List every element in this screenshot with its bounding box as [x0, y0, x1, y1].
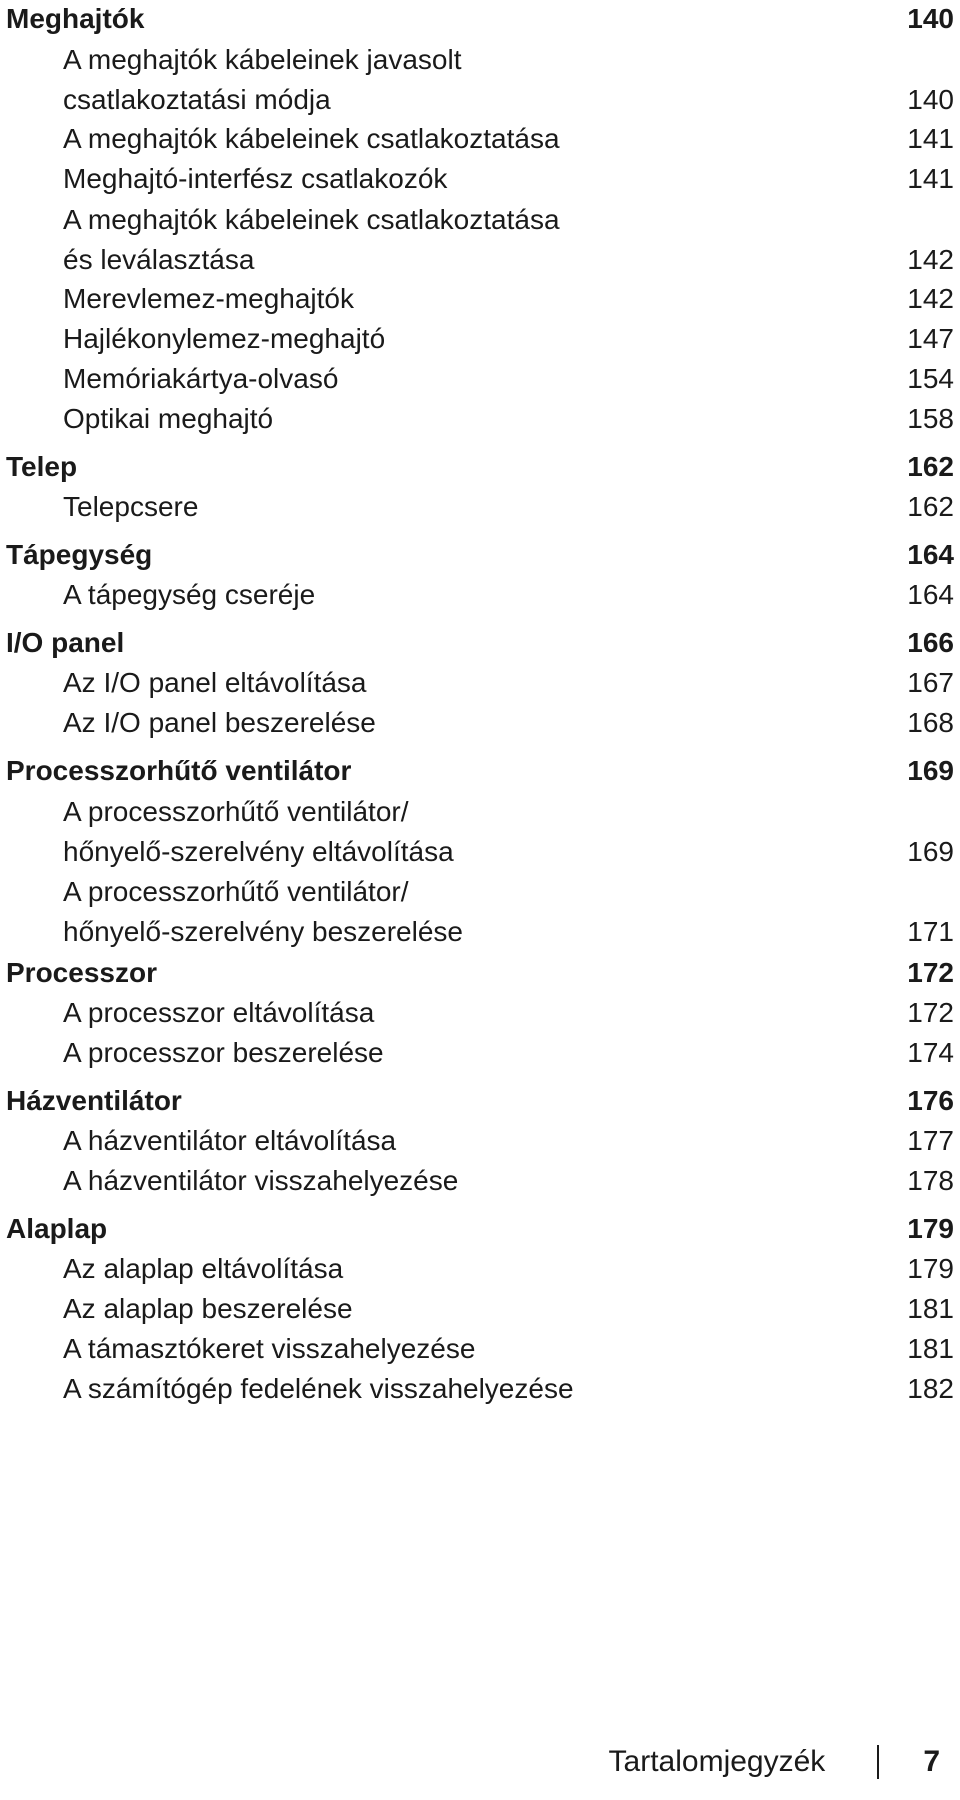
toc-page-number: 167 [907, 667, 954, 698]
dot-leader [463, 940, 884, 941]
toc-entry-title: A házventilátor eltávolítása [63, 1125, 397, 1156]
toc-entry-title-line: A meghajtók kábeleinek csatlakoztatása [63, 204, 560, 235]
dot-leader [157, 981, 884, 982]
toc-page-number: 179 [907, 1213, 954, 1244]
toc-section-entry[interactable] [0, 1290, 960, 1328]
toc-entry-title: Meghajtó-interfész csatlakozók [63, 163, 448, 194]
dot-leader [338, 387, 884, 388]
toc-entry-title: A támasztókeret visszahelyezése [63, 1333, 476, 1364]
dot-leader [315, 603, 884, 604]
toc-page-number: 164 [907, 539, 954, 570]
toc-page-number: 141 [907, 163, 954, 194]
toc-page-number: 142 [907, 283, 954, 314]
toc-entry-title: Alaplap [6, 1213, 108, 1244]
dot-leader [331, 108, 884, 109]
toc-section-entry[interactable] [0, 872, 960, 952]
toc-section-entry[interactable] [0, 1122, 960, 1160]
toc-page-number: 177 [907, 1125, 954, 1156]
toc-entry-title: A processzor beszerelése [63, 1037, 384, 1068]
dot-leader [124, 651, 884, 652]
dot-leader [107, 1237, 884, 1238]
toc-page-number: 168 [907, 707, 954, 738]
toc-entry-title: Merevlemez-meghajtók [63, 283, 354, 314]
toc-page-number: 181 [907, 1293, 954, 1324]
toc-entry-title: I/O panel [6, 627, 125, 658]
toc-page-number: 181 [907, 1333, 954, 1364]
toc-section-entry[interactable] [0, 664, 960, 702]
dot-leader [77, 475, 884, 476]
dot-leader [354, 307, 884, 308]
dot-leader [385, 347, 884, 348]
toc-entry-title: és leválasztása [63, 244, 255, 275]
dot-leader [376, 731, 884, 732]
toc-entry-title-line: A meghajtók kábeleinek javasolt [63, 44, 462, 75]
toc-section-entry[interactable] [0, 1162, 960, 1200]
toc-page-number: 172 [907, 997, 954, 1028]
dot-leader [198, 515, 884, 516]
dot-leader [353, 1317, 884, 1318]
toc-page-number: 140 [907, 3, 954, 34]
toc-page-number: 176 [907, 1085, 954, 1116]
toc-chapter-entry[interactable] [0, 954, 960, 992]
toc-entry-title-line: A processzorhűtő ventilátor/ [63, 876, 409, 907]
toc-entry-title: Telepcsere [63, 491, 199, 522]
toc-page-number: 164 [907, 579, 954, 610]
toc-page-number: 169 [907, 755, 954, 786]
toc-section-entry[interactable] [0, 1250, 960, 1288]
toc-page-number: 162 [907, 451, 954, 482]
toc-entry-title: Meghajtók [6, 3, 145, 34]
dot-leader [396, 1149, 884, 1150]
toc-page-number: 158 [907, 403, 954, 434]
toc-entry-title: A processzor eltávolítása [63, 997, 375, 1028]
toc-entry-title: A számítógép fedelének visszahelyezése [63, 1373, 574, 1404]
toc-page-number: 171 [907, 916, 954, 947]
dot-leader [574, 1397, 884, 1398]
toc-section-entry[interactable] [0, 1370, 960, 1408]
toc-section-entry[interactable] [0, 200, 960, 280]
toc-page-number: 179 [907, 1253, 954, 1284]
toc-entry-title: Az alaplap eltávolítása [63, 1253, 344, 1284]
toc-section-entry[interactable] [0, 280, 960, 318]
toc-section-entry[interactable] [0, 360, 960, 398]
toc-entry-title: Házventilátor [6, 1085, 182, 1116]
toc-entry-title: Az alaplap beszerelése [63, 1293, 353, 1324]
toc-section-entry[interactable] [0, 320, 960, 358]
dot-leader [374, 1021, 884, 1022]
toc-section-entry[interactable] [0, 704, 960, 742]
toc-section-entry[interactable] [0, 40, 960, 120]
dot-leader [273, 427, 884, 428]
toc-page-number: 154 [907, 363, 954, 394]
footer-page-number: 7 [923, 1745, 940, 1778]
toc-section-entry[interactable] [0, 1330, 960, 1368]
dot-leader [144, 27, 884, 28]
toc-entry-title: Telep [6, 451, 78, 482]
toc-entry-title: Optikai meghajtó [63, 403, 274, 434]
toc-entry-title: A meghajtók kábeleinek csatlakoztatása [63, 123, 560, 154]
toc-entry-title: csatlakoztatási módja [63, 84, 331, 115]
toc-section-entry[interactable] [0, 576, 960, 614]
toc-chapter-entry[interactable] [0, 624, 960, 662]
toc-section-entry[interactable] [0, 120, 960, 158]
toc-chapter-entry[interactable] [0, 1082, 960, 1120]
toc-page-number: 169 [907, 836, 954, 867]
footer-divider [877, 1745, 879, 1779]
footer-section-title: Tartalomjegyzék [608, 1745, 826, 1778]
toc-page-number: 172 [907, 957, 954, 988]
toc-page-number: 147 [907, 323, 954, 354]
toc-entry-title: Az I/O panel beszerelése [63, 707, 376, 738]
toc-entry-title: Az I/O panel eltávolítása [63, 667, 367, 698]
dot-leader [152, 563, 884, 564]
page-footer [609, 1740, 940, 1784]
toc-chapter-entry[interactable] [0, 752, 960, 790]
toc-section-entry[interactable] [0, 792, 960, 872]
toc-entry-title: Processzorhűtő ventilátor [6, 755, 352, 786]
dot-leader [351, 779, 884, 780]
toc-entry-title: Processzor [6, 957, 157, 988]
dot-leader [458, 1189, 884, 1190]
dot-leader [560, 147, 884, 148]
toc-page-number: 178 [907, 1165, 954, 1196]
dot-leader [454, 860, 884, 861]
toc-page-number: 142 [907, 244, 954, 275]
toc-section-entry[interactable] [0, 994, 960, 1032]
dot-leader [254, 268, 884, 269]
toc-page-number: 166 [907, 627, 954, 658]
toc-entry-title: hőnyelő-szerelvény eltávolítása [63, 836, 454, 867]
toc-page-number: 174 [907, 1037, 954, 1068]
toc-entry-title-line: A processzorhűtő ventilátor/ [63, 796, 409, 827]
toc-section-entry[interactable] [0, 1034, 960, 1072]
dot-leader [475, 1357, 884, 1358]
dot-leader [182, 1109, 884, 1110]
toc-entry-title: A házventilátor visszahelyezése [63, 1165, 459, 1196]
toc-chapter-entry[interactable] [0, 448, 960, 486]
dot-leader [367, 691, 884, 692]
toc-section-entry[interactable] [0, 488, 960, 526]
toc-section-entry[interactable] [0, 400, 960, 438]
toc-page-number: 140 [907, 84, 954, 115]
dot-leader [447, 187, 884, 188]
toc-chapter-entry[interactable] [0, 1210, 960, 1248]
toc-page-number: 141 [907, 123, 954, 154]
toc-chapter-entry[interactable] [0, 0, 960, 38]
toc-chapter-entry[interactable] [0, 536, 960, 574]
toc-page-number: 182 [907, 1373, 954, 1404]
dot-leader [384, 1061, 884, 1062]
toc-entry-title: Memóriakártya-olvasó [63, 363, 339, 394]
toc-section-entry[interactable] [0, 160, 960, 198]
toc-entry-title: Hajlékonylemez-meghajtó [63, 323, 386, 354]
toc-entry-title: Tápegység [6, 539, 153, 570]
toc-entry-title: hőnyelő-szerelvény beszerelése [63, 916, 463, 947]
toc-entry-title: A tápegység cseréje [63, 579, 316, 610]
dot-leader [343, 1277, 884, 1278]
toc-page-number: 162 [907, 491, 954, 522]
